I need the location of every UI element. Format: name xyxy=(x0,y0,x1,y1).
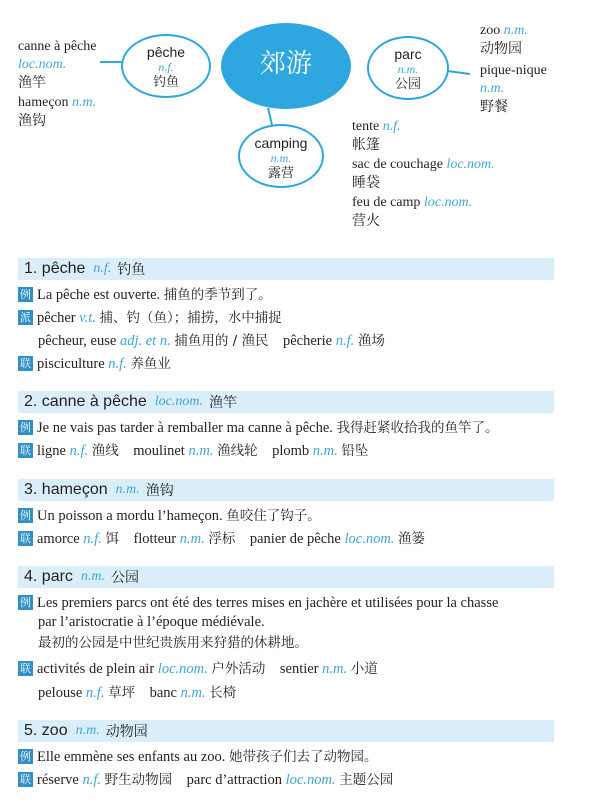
related-line: 联 amorce n.f. 饵 flotteur n.m. 浮标 panier de pêche loc.nom. 渔篓 xyxy=(20,531,426,547)
section-cn: 渔竿 xyxy=(209,395,237,411)
section-cn: 公园 xyxy=(111,570,140,586)
example-line-cont: par l’aristocratie à l’époque médiévale. xyxy=(38,614,265,630)
leaf-fr: feu de camp xyxy=(352,195,421,210)
related-tag-icon: 联 xyxy=(20,532,31,545)
bubble-camping-word: camping xyxy=(254,135,308,151)
leaf-gram: n.m. xyxy=(72,95,97,110)
example-line: 例 Un poisson a mordu l’hameçon. 鱼咬住了钩子。 xyxy=(20,508,321,524)
leaf-fr: tente xyxy=(352,119,380,134)
related-line-2: pelouse n.f. 草坪 banc n.m. 长椅 xyxy=(38,685,237,701)
related-line: 联 réserve n.f. 野生动物园 parc d’attraction loc.nom. 主题公园 xyxy=(20,772,394,788)
related-line: 联 activités de plein air loc.nom. 户外活动 sentier n.m. 小道 xyxy=(20,661,378,677)
bubble-peche-word: pêche xyxy=(146,44,186,60)
example-line: 例 La pêche est ouverte. 捕鱼的季节到了。 xyxy=(20,287,272,303)
section-1-header xyxy=(18,258,554,280)
section-cn: 钓鱼 xyxy=(117,262,146,278)
leaf-gram: n.m. xyxy=(503,23,528,38)
related-tag-icon: 联 xyxy=(20,662,31,675)
leaf-tente xyxy=(352,118,401,154)
leaf-gram: n.m. xyxy=(480,81,505,96)
section-5-header xyxy=(18,720,554,742)
leaf-fr: pique-nique xyxy=(480,63,547,78)
leaf-cn: 渔竿 xyxy=(18,75,46,91)
section-3-header xyxy=(18,479,554,501)
related-tag-icon: 联 xyxy=(20,444,31,457)
leaf-cn: 营火 xyxy=(352,213,380,229)
section-cn: 动物园 xyxy=(105,724,148,740)
section-number: 4. parc xyxy=(24,568,73,585)
section-number: 1. pêche xyxy=(24,260,86,277)
section-gram: n.m. xyxy=(115,482,140,497)
section-number: 2. canne à pêche xyxy=(24,393,147,410)
leaf-feu-de-camp xyxy=(352,194,472,230)
leaf-cn: 帐篷 xyxy=(352,137,380,153)
example-tag-icon: 例 xyxy=(20,509,31,522)
leaf-gram: loc.nom. xyxy=(446,157,495,172)
example-line: 例 Les premiers parcs ont été des terres mises en jachère et utilisées pour la chasse xyxy=(20,595,499,611)
leaf-fr: zoo xyxy=(480,23,501,38)
leaf-cn: 睡袋 xyxy=(352,175,380,191)
section-number: 3. hameçon xyxy=(24,481,108,498)
bubble-parc-cn: 公园 xyxy=(394,77,421,92)
leaf-fr: sac de couchage xyxy=(352,157,443,172)
example-tag-icon: 例 xyxy=(20,750,31,763)
section-2-header xyxy=(18,391,554,413)
leaf-gram: loc.nom. xyxy=(423,195,473,210)
bubble-peche-gram: n.f. xyxy=(158,60,174,74)
mindmap-center xyxy=(221,23,351,109)
section-4-header xyxy=(18,566,554,588)
bubble-parc-gram: n.m. xyxy=(397,62,419,76)
leaf-sac-de-couchage xyxy=(352,156,495,192)
leaf-fr: canne à pêche xyxy=(18,39,97,54)
example-tag-icon: 例 xyxy=(20,596,31,609)
derivative-line-2: pêcheur, euse adj. et n. 捕鱼用的 / 渔民 pêcherie n.f. 渔场 xyxy=(38,333,385,349)
bubble-peche xyxy=(121,34,211,98)
derivative-line: 派 pêcher v.t. 捕、钓（鱼）；捕捞，水中捕捉 xyxy=(20,310,282,326)
bubble-parc-word: parc xyxy=(394,46,422,62)
derivative-tag-icon: 派 xyxy=(20,311,31,324)
leaf-pique-nique xyxy=(480,62,547,116)
bubble-camping-gram: n.m. xyxy=(270,151,292,165)
leaf-gram: loc.nom. xyxy=(18,57,67,72)
example-tag-icon: 例 xyxy=(20,421,31,434)
section-number: 5. zoo xyxy=(24,722,68,739)
bubble-parc xyxy=(367,36,449,100)
leaf-canne-a-peche xyxy=(18,38,97,92)
bubble-camping xyxy=(238,124,324,188)
leaf-cn: 动物园 xyxy=(480,41,522,57)
leaf-zoo xyxy=(480,22,528,58)
related-tag-icon: 联 xyxy=(20,773,31,786)
example-translation: 最初的公园是中世纪贵族用来狩猎的休耕地。 xyxy=(38,635,308,651)
section-gram: n.m. xyxy=(80,569,106,584)
center-label: 郊游 xyxy=(259,49,312,79)
bubble-peche-cn: 钓鱼 xyxy=(152,75,179,90)
bubble-camping-cn: 露营 xyxy=(267,166,294,181)
section-gram: n.f. xyxy=(93,261,112,276)
section-cn: 渔钩 xyxy=(145,483,174,499)
leaf-gram: n.f. xyxy=(382,119,401,134)
leaf-hamecon xyxy=(18,94,96,130)
example-line: 例 Je ne vais pas tarder à remballer ma canne à pêche. 我得赶紧收拾我的鱼竿了。 xyxy=(20,420,499,436)
related-line: 联 pisciculture n.f. 养鱼业 xyxy=(20,356,171,372)
leaf-fr: hameçon xyxy=(18,95,69,110)
example-tag-icon: 例 xyxy=(20,288,31,301)
related-tag-icon: 联 xyxy=(20,357,31,370)
related-line: 联 ligne n.f. 渔线 moulinet n.m. 渔线轮 plomb n.m. 铅坠 xyxy=(20,443,369,459)
section-gram: n.m. xyxy=(75,723,100,738)
leaf-cn: 野餐 xyxy=(480,99,508,115)
example-line: 例 Elle emmène ses enfants au zoo. 她带孩子们去了动物园。 xyxy=(20,749,378,765)
section-gram: loc.nom. xyxy=(154,394,203,409)
leaf-cn: 渔钩 xyxy=(18,113,46,129)
